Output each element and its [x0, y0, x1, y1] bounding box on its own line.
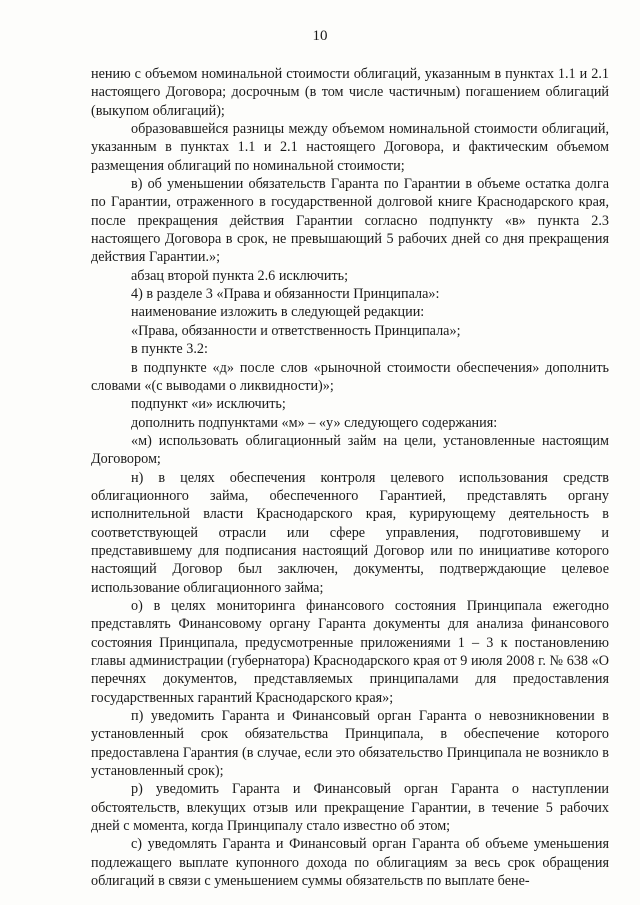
paragraph-subpoint-r: р) уведомить Гаранта и Финансовый орган Гаранта о наступлении обстоятельств, влекущих отзыв или прекращение Гарантии, в течение 5 рабочих дней с момента, когда Принципалу стало известно об этом;	[91, 781, 609, 835]
paragraph-exclude-2-6: абзац второй пункта 2.6 исключить;	[131, 267, 349, 284]
paragraph-subpoint-d: в подпункте «д» после слов «рыночной стоимости обеспечения» дополнить словами «(с выводами о ликвидности)»;	[91, 359, 609, 394]
paragraph-item-v: в) об уменьшении обязательств Гаранта по Гарантии в объеме остатка долга по Гарантии, отраженного в государственной долговой книге Краснодарского края, после прекращения действия Гарантии согласно подпункту «в» пункта 2.3 настоящего Договора в срок, не превышающий 5 рабочих дней со дня прекращения действия Гарантии.»;	[91, 176, 609, 266]
paragraph-point-3-2: в пункте 3.2:	[131, 341, 208, 358]
page-number: 10	[312, 28, 328, 44]
paragraph-difference: образовавшейся разницы между объемом номинальной стоимости облигаций, указанным в пунктах 1.1 и 2.1 настоящего Договора, и фактическим объемом размещения облигаций по номинальной стоимости;	[91, 121, 609, 174]
paragraph-subpoint-i: подпункт «и» исключить;	[131, 396, 286, 413]
document-body	[91, 65, 609, 890]
paragraph-subpoint-m: «м) использовать облигационный займ на цели, установленные настоящим Договором;	[91, 432, 609, 468]
paragraph-new-title: «Права, обязанности и ответственность Принципала»;	[131, 322, 461, 339]
paragraph-subpoint-s: с) уведомлять Гаранта и Финансовый орган Гаранта об объеме уменьшения подлежащего выплате купонного дохода по облигациям за весь срок обращения облигаций в связи с уменьшением суммы обязательств по выплате бене-	[91, 836, 609, 890]
paragraph-add-subpoints: дополнить подпунктами «м» – «у» следующего содержания:	[131, 414, 498, 431]
paragraph-section-3: 4) в разделе 3 «Права и обязанности Принципала»:	[131, 286, 440, 303]
paragraph-subpoint-n: н) в целях обеспечения контроля целевого использования средств облигационного займа, обеспеченного Гарантией, представлять органу исполнительной власти Краснодарского края, курирующему деятельность в соответствующей отрасли или сфере управления, подготовившему и представившему для подписания настоящий Договор или по инициативе которого настоящий Договор был заключен, документы, подтверждающие целевое использование облигационного займа;	[91, 469, 609, 596]
paragraph-title-edit: наименование изложить в следующей редакции:	[131, 304, 425, 321]
paragraph-continuation: нению с объемом номинальной стоимости облигаций, указанным в пунктах 1.1 и 2.1 настоящего Договора; досрочным (в том числе частичным) погашением облигаций (выкупом облигаций);	[91, 66, 609, 119]
paragraph-subpoint-o: о) в целях мониторинга финансового состояния Принципала ежегодно представлять Финансовому органу Гаранта документы для анализа финансового состояния Принципала, предусмотренные приложениями 1 – 3 к постановлению главы администрации (губернатора) Краснодарского края от 9 июля 2008 г. № 638 «О перечнях документов, представляемых принципалами для предоставления государственных гарантий Краснодарского края»;	[91, 597, 609, 706]
paragraph-subpoint-p: п) уведомить Гаранта и Финансовый орган Гаранта о невозникновении в установленный срок обязательства Принципала, в обеспечение которого предоставлена Гарантия (в случае, если это обязательство Принципала не возникло в установленный срок);	[91, 708, 609, 780]
